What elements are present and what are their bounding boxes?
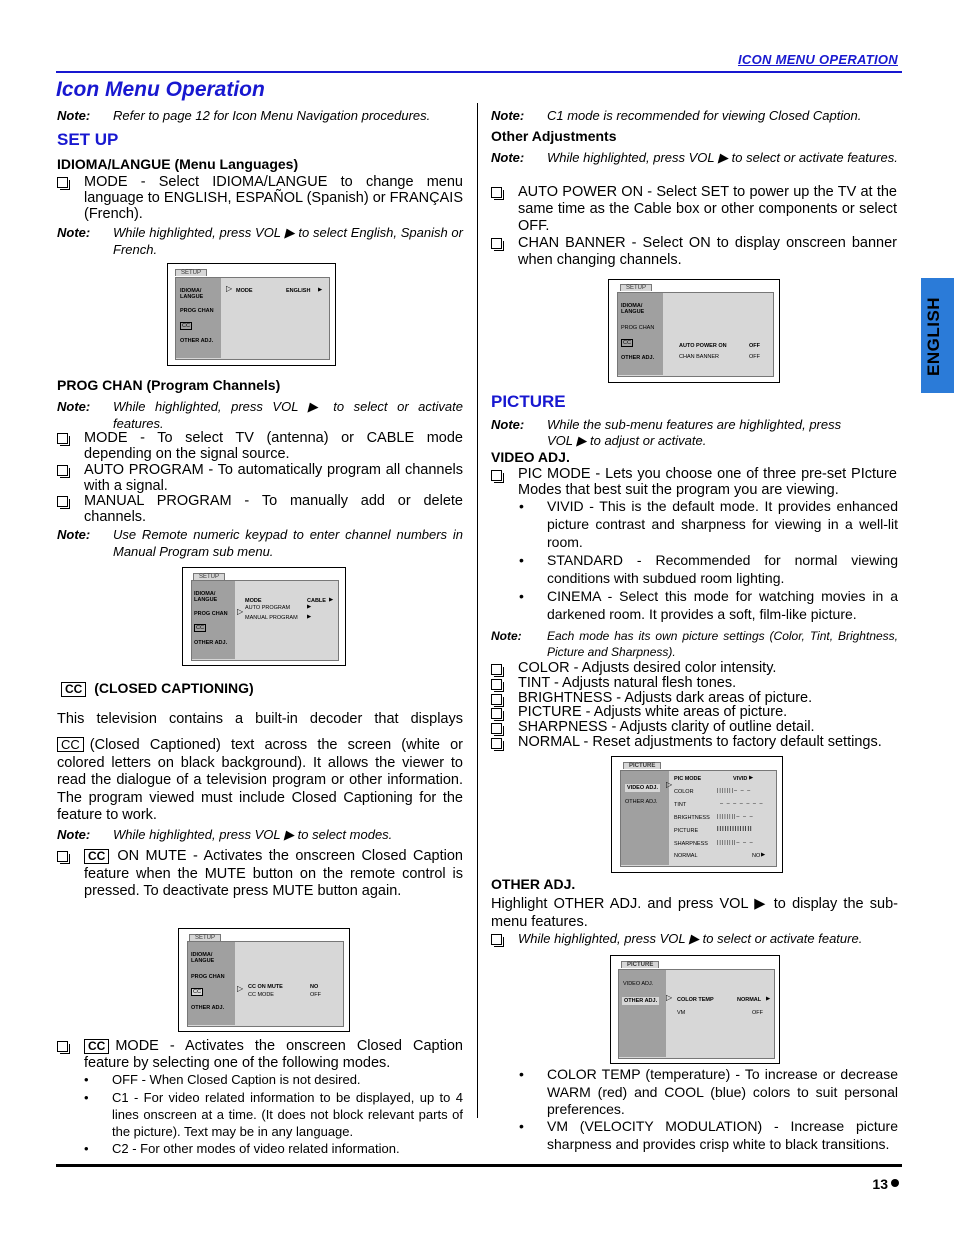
note-text: While highlighted, press VOL ▶ to select modes.: [113, 827, 393, 842]
checkbox-icon: [57, 433, 68, 444]
checkbox-icon: [57, 465, 68, 476]
setup-heading: SET UP: [57, 130, 119, 149]
menu-normal: NORMAL: [674, 853, 698, 859]
checkbox-icon: [491, 694, 502, 705]
language-tab: [921, 278, 954, 393]
menu-other-adj: OTHER ADJ.: [625, 799, 658, 805]
tint-level-bar: – – – – – – –: [720, 801, 764, 807]
picture-level-bar: ||||||||||||||: [717, 826, 753, 832]
checkbox-icon: [491, 238, 502, 249]
bullet-text: COLOR - Adjusts desired color intensity.: [518, 660, 777, 676]
bullet-text: PIC MODE - Lets you choose one of three pre-set PIcture Modes that best suit the program you are viewing.: [518, 466, 897, 498]
note-text: Refer to page 12 for Icon Menu Navigation procedures.: [113, 108, 431, 123]
menu-other-adj: OTHER ADJ.: [180, 338, 214, 344]
note-label: Note:: [57, 225, 91, 240]
menu-cc: CC: [623, 340, 631, 346]
arrow-right-icon: ▶: [761, 852, 766, 858]
cc-badge-icon: CC: [84, 1039, 109, 1054]
bullet-dot: •: [519, 1118, 524, 1134]
checkbox-icon: [491, 679, 502, 690]
checkbox-icon: [57, 851, 68, 862]
menu-english: ENGLISH: [286, 288, 311, 294]
play-icon: ▷: [237, 984, 244, 993]
picture-heading: PICTURE: [491, 392, 566, 411]
bullet-text: MODE - Select IDIOMA/LANGUE to change menu language to ENGLISH, ESPAÑOL (Spanish) or FRANÇAIS (French).: [84, 174, 463, 222]
note-text: C1 mode is recommended for viewing Closed Caption.: [547, 108, 862, 123]
checkbox-icon: [491, 708, 502, 719]
setup-screen-other-adj: [608, 279, 780, 383]
bullet-text: While highlighted, press VOL ▶ to select or activate feature.: [518, 931, 863, 946]
cc-paragraph-1: This television contains a built-in decoder that displays: [57, 711, 463, 727]
bullet-text: VIVID - This is the default mode. It provides enhanced picture contrast and sharpness for viewing in a well-lit room.: [547, 498, 898, 550]
language-tab-label: ENGLISH: [924, 296, 943, 376]
menu-other-adj: OTHER ADJ.: [191, 1005, 225, 1011]
menu-picture: PICTURE: [674, 828, 699, 834]
bullet-dot: •: [519, 498, 524, 514]
menu-cc-mode: CC MODE: [248, 992, 274, 998]
sharpness-level-bar: ||||||||– – –: [717, 840, 754, 846]
other-adjustments-heading: Other Adjustments: [491, 128, 617, 144]
menu-off: OFF: [749, 343, 760, 349]
arrow-right-icon: ▶: [329, 597, 334, 603]
bullet-text: SHARPNESS - Adjusts clarity of outline detail.: [518, 719, 815, 735]
menu-other-adj: OTHER ADJ.: [621, 355, 655, 361]
checkbox-icon: [57, 1041, 68, 1052]
cc-heading: [61, 680, 254, 697]
checkbox-icon: [491, 738, 502, 749]
arrow-right-icon: ▶: [318, 287, 323, 293]
menu-brightness: BRIGHTNESS: [674, 815, 710, 821]
setup-screen-cc: [178, 928, 350, 1032]
menu-color: COLOR: [674, 789, 694, 795]
note-label: Note:: [57, 527, 91, 542]
menu-sharpness: SHARPNESS: [674, 841, 708, 847]
bullet-text: MODE - Activates the onscreen Closed Caption feature by selecting one of the following modes.: [84, 1038, 463, 1071]
bullet-text: OFF - When Closed Caption is not desired.: [112, 1072, 361, 1087]
menu-tint: TINT: [674, 802, 687, 808]
screen-tab: SETUP: [193, 573, 225, 580]
checkbox-icon: [491, 934, 502, 945]
menu-vivid: VIVID: [733, 776, 748, 782]
menu-video-adj: VIDEO ADJ.: [623, 981, 654, 987]
menu-cc: CC: [196, 625, 204, 631]
menu-auto-program: AUTO PROGRAM: [245, 605, 291, 611]
arrow-right-icon: ▶: [307, 614, 312, 620]
bullet-text: BRIGHTNESS - Adjusts dark areas of picture.: [518, 690, 813, 706]
note-text: While highlighted, press VOL ▶ to select or activate features.: [547, 150, 898, 165]
menu-other-adj: OTHER ADJ.: [624, 998, 658, 1004]
page-number: 13: [872, 1176, 888, 1192]
menu-no: NO: [752, 853, 761, 859]
menu-no: NO: [310, 984, 319, 990]
menu-off: OFF: [752, 1010, 763, 1016]
note-label: Note:: [57, 108, 91, 123]
note-text: Use Remote numeric keypad to enter channel numbers in Manual Program sub menu.: [113, 527, 463, 559]
screen-tab: PICTURE: [621, 961, 659, 968]
brightness-level-bar: ||||||||– – –: [717, 814, 754, 820]
menu-cable: CABLE: [307, 598, 326, 604]
bullet-text: C2 - For other modes of video related information.: [112, 1141, 400, 1156]
menu-prog-chan: PROG CHAN: [180, 308, 214, 314]
menu-normal: NORMAL: [737, 997, 762, 1003]
running-head: ICON MENU OPERATION: [737, 52, 898, 67]
menu-cc-on-mute: CC ON MUTE: [248, 984, 283, 990]
picture-screen-other-adj: [610, 955, 780, 1064]
setup-screen-idioma: [167, 263, 336, 366]
arrow-right-icon: ▶: [749, 775, 754, 781]
menu-cc: CC: [182, 323, 190, 329]
menu-cc: CC: [193, 989, 201, 995]
menu-pic-mode: PIC MODE: [674, 776, 702, 782]
bullet-dot: •: [519, 1066, 524, 1082]
menu-other-adj: OTHER ADJ.: [194, 640, 228, 646]
checkbox-icon: [491, 470, 502, 481]
bullet-dot: •: [519, 552, 524, 568]
bullet-text: CINEMA - Select this mode for watching movies in a darkened room. It provides a soft, film-like picture.: [547, 588, 898, 622]
note-label: Note:: [491, 417, 525, 432]
bullet-dot: •: [84, 1072, 89, 1087]
screen-tab: SETUP: [175, 269, 207, 276]
bullet-text: ON MUTE - Activates the onscreen Closed Caption feature when the MUTE button on the remote control is pressed. To deactivate press MUTE button again.: [84, 848, 463, 899]
menu-prog-chan: PROG CHAN: [194, 611, 228, 617]
menu-idioma: IDIOMA/ LANGUE: [621, 303, 645, 315]
bullet-dot: •: [84, 1090, 89, 1105]
note-label: Note:: [491, 150, 525, 165]
bullet-text: TINT - Adjusts natural flesh tones.: [518, 675, 737, 691]
picture-screen-video-adj: [611, 756, 783, 873]
menu-manual-program: MANUAL PROGRAM: [245, 615, 298, 621]
menu-off: OFF: [310, 992, 321, 998]
bullet-text: MANUAL PROGRAM - To manually add or delete channels.: [84, 493, 463, 525]
screen-tab: PICTURE: [623, 762, 661, 769]
checkbox-icon: [491, 664, 502, 675]
bullet-dot: •: [84, 1141, 89, 1156]
prog-chan-heading: PROG CHAN (Program Channels): [57, 377, 281, 393]
note-label: Note:: [491, 108, 525, 123]
play-icon: ▷: [237, 607, 244, 616]
bullet-text: NORMAL - Reset adjustments to factory default settings.: [518, 734, 882, 750]
screen-tab: SETUP: [189, 934, 221, 941]
bullet-text: VM (VELOCITY MODULATION) - Increase picture sharpness and provides crisp white to black transitions.: [547, 1118, 898, 1152]
column-divider: [477, 103, 478, 1118]
bullet-text: C1 - For video related information to be displayed, up to 4 lines onscreen at a time. (It does not block relevant parts of the picture). Text may be in any language.: [112, 1090, 463, 1139]
arrow-right-icon: ▶: [307, 604, 312, 610]
play-icon: ▷: [666, 993, 673, 1002]
checkbox-icon: [57, 496, 68, 507]
checkbox-icon: [57, 177, 68, 188]
note-label: Note:: [491, 629, 522, 643]
cc-badge-icon: CC: [84, 849, 109, 864]
bullet-text: STANDARD - Recommended for normal viewing conditions with subdued room lighting.: [547, 552, 898, 586]
cc-heading-text: (CLOSED CAPTIONING): [94, 680, 254, 696]
menu-auto-power-on: AUTO POWER ON: [679, 343, 727, 349]
checkbox-icon: [491, 187, 502, 198]
bullet-text: PICTURE - Adjusts white areas of picture.: [518, 704, 788, 720]
page-dot-icon: [891, 1179, 899, 1187]
menu-idioma: IDIOMA/ LANGUE: [180, 288, 204, 300]
cc-badge-icon: CC: [57, 737, 84, 752]
note-text: While the sub-menu features are highlighted, press VOL ▶ to adjust or activate.: [547, 417, 842, 448]
note-text: While highlighted, press VOL ▶ to select or activate features.: [113, 399, 463, 431]
setup-screen-prog-chan: [182, 567, 346, 666]
menu-mode: MODE: [245, 598, 262, 604]
video-adj-heading: VIDEO ADJ.: [491, 449, 570, 465]
cc-paragraph-text: (Closed Captioned) text across the screen (white or colored letters on black background). It allows the viewer to read the dialogue of a television program or other information. The program viewed must include Closed Captioning for the feature to work.: [57, 737, 463, 823]
cc-paragraph-2: [57, 737, 463, 825]
idioma-heading: IDIOMA/LANGUE (Menu Languages): [57, 156, 299, 172]
bullet-text: COLOR TEMP (temperature) - To increase or decrease WARM (red) and COOL (blue) colors to suit personal preferences.: [547, 1066, 898, 1117]
note-label: Note:: [57, 827, 91, 842]
screen-tab: SETUP: [620, 284, 652, 291]
top-rule: [56, 71, 902, 73]
menu-idioma: IDIOMA/ LANGUE: [191, 952, 215, 964]
play-icon: ▷: [226, 284, 233, 293]
menu-video-adj: VIDEO ADJ.: [627, 785, 658, 791]
other-adj-paragraph: Highlight OTHER ADJ. and press VOL ▶ to display the sub-menu features.: [491, 896, 898, 930]
color-level-bar: |||||||– – –: [717, 788, 752, 794]
other-adj-heading: OTHER ADJ.: [491, 876, 576, 892]
arrow-right-icon: ▶: [766, 996, 771, 1002]
menu-prog-chan: PROG CHAN: [191, 974, 225, 980]
bullet-text: CHAN BANNER - Select ON to display onscreen banner when changing channels.: [518, 235, 897, 268]
note-text: While highlighted, press VOL ▶ to select English, Spanish or French.: [113, 225, 463, 257]
bullet-text: MODE - To select TV (antenna) or CABLE mode depending on the signal source.: [84, 430, 463, 462]
play-icon: ▷: [666, 780, 673, 789]
menu-prog-chan: PROG CHAN: [621, 325, 655, 331]
bullet-dot: •: [519, 588, 524, 604]
menu-mode: MODE: [236, 288, 253, 294]
cc-badge-icon: CC: [61, 682, 86, 697]
bullet-text: AUTO PROGRAM - To automatically program all channels with a signal.: [84, 462, 463, 494]
menu-color-temp: COLOR TEMP: [677, 997, 714, 1003]
note-label: Note:: [57, 399, 91, 414]
menu-off: OFF: [749, 354, 760, 360]
menu-idioma: IDIOMA/ LANGUE: [194, 591, 218, 603]
menu-chan-banner: CHAN BANNER: [679, 354, 720, 360]
note-text: Each mode has its own picture settings (Color, Tint, Brightness, Picture and Sharpness).: [547, 629, 898, 659]
bottom-rule: [56, 1164, 902, 1167]
menu-vm: VM: [677, 1010, 686, 1016]
page-title: Icon Menu Operation: [56, 78, 265, 101]
checkbox-icon: [491, 723, 502, 734]
bullet-text: AUTO POWER ON - Select SET to power up the TV at the same time as the Cable box or other components or select OFF.: [518, 184, 897, 234]
